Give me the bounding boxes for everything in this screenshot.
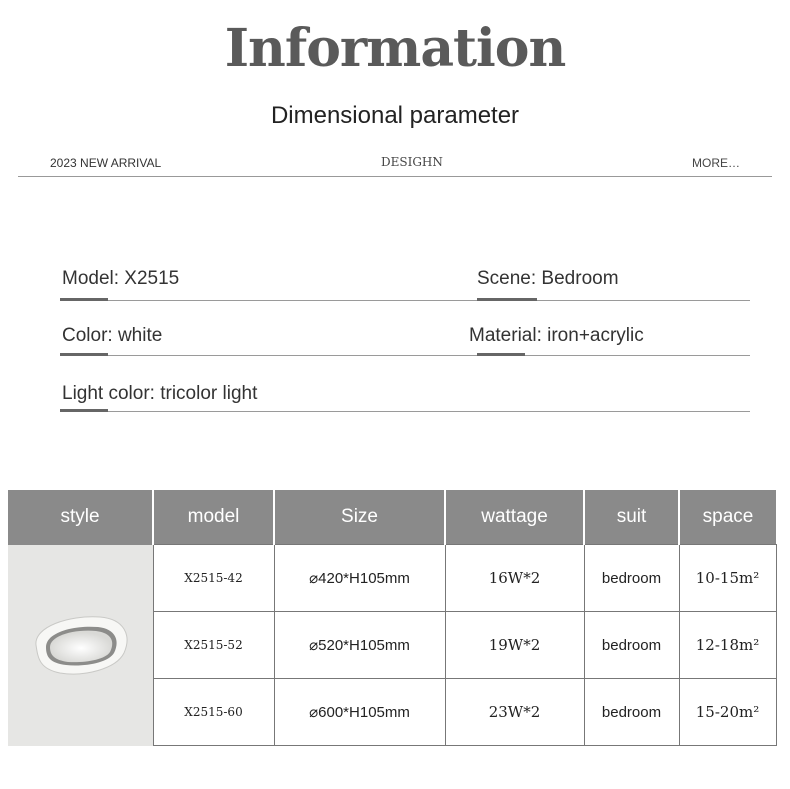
cell-space: 15-20m²: [679, 679, 776, 746]
header-space: space: [679, 490, 776, 545]
spec-model: Model: X2515: [62, 268, 180, 289]
nav-design[interactable]: DESIGHN: [381, 155, 443, 169]
cell-space: 12-18m²: [679, 612, 776, 679]
cell-size: ⌀420*H105mm: [274, 545, 445, 612]
spec-divider: [60, 300, 750, 301]
cell-space: 10-15m²: [679, 545, 776, 612]
parameter-table: [8, 490, 777, 746]
table-row: [8, 545, 776, 612]
style-photo-cell: [8, 545, 153, 746]
header-style: style: [8, 490, 153, 545]
spec-underline: [60, 409, 108, 412]
spec-underline: [477, 353, 525, 356]
ceiling-lamp-image: [28, 607, 130, 679]
cell-model: X2515-52: [153, 612, 274, 679]
header-size: Size: [274, 490, 445, 545]
cell-size: ⌀520*H105mm: [274, 612, 445, 679]
spec-divider: [60, 411, 750, 412]
spec-light-color: Light color: tricolor light: [62, 383, 258, 404]
page-title: Information: [224, 18, 566, 79]
header-suit: suit: [584, 490, 679, 545]
cell-wattage: 16W*2: [445, 545, 584, 612]
spec-scene: Scene: Bedroom: [477, 268, 619, 289]
nav-new-arrival[interactable]: 2023 NEW ARRIVAL: [50, 156, 162, 170]
spec-color: Color: white: [62, 325, 163, 346]
page-subtitle: Dimensional parameter: [270, 102, 520, 129]
nav-bar: [18, 152, 772, 177]
header-wattage: wattage: [445, 490, 584, 545]
spec-underline: [477, 298, 537, 301]
cell-model: X2515-60: [153, 679, 274, 746]
cell-wattage: 19W*2: [445, 612, 584, 679]
cell-wattage: 23W*2: [445, 679, 584, 746]
table-header-row: [8, 490, 776, 545]
spec-underline: [60, 298, 108, 301]
spec-divider: [60, 355, 750, 356]
cell-suit: bedroom: [584, 612, 679, 679]
cell-suit: bedroom: [584, 679, 679, 746]
header-model: model: [153, 490, 274, 545]
cell-suit: bedroom: [584, 545, 679, 612]
spec-underline: [60, 353, 108, 356]
cell-size: ⌀600*H105mm: [274, 679, 445, 746]
cell-model: X2515-42: [153, 545, 274, 612]
nav-more-link[interactable]: MORE…: [692, 156, 740, 170]
spec-material: Material: iron+acrylic: [469, 325, 644, 346]
